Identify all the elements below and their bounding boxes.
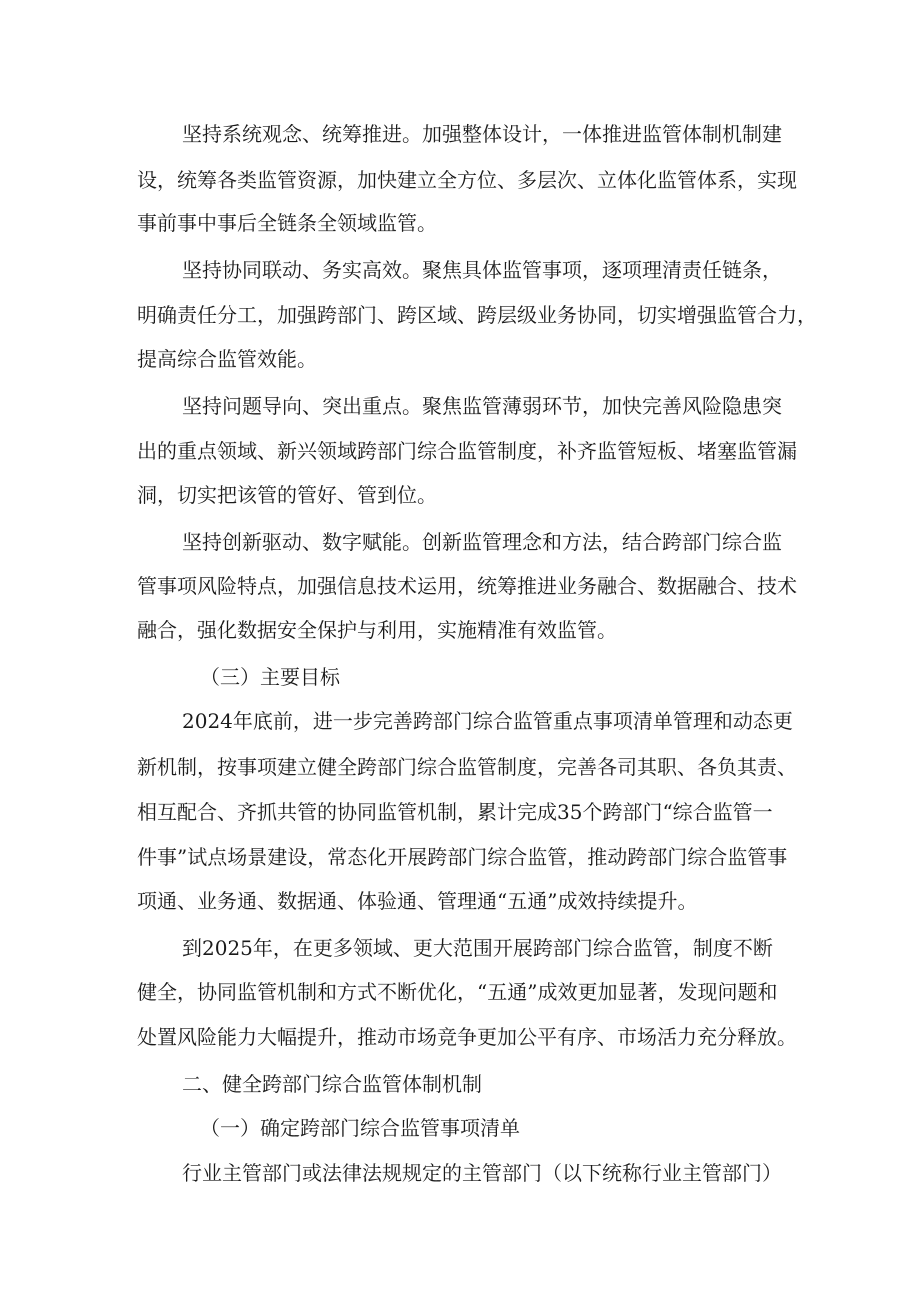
paragraph-line: 管事项风险特点，加强信息技术运用，统筹推进业务融合、数据融合、技术 [137,574,797,598]
paragraph-line: 坚持系统观念、统筹推进。加强整体设计，一体推进监管体制机制建 [182,122,782,146]
section-heading: （一）确定跨部门综合监管事项清单 [200,1116,520,1140]
paragraph-line: 事前事中事后全链条全领域监管。 [137,211,437,235]
paragraph-line: 洞，切实把该管的管好、管到位。 [137,483,437,507]
paragraph-line: 2024年底前，进一步完善跨部门综合监管重点事项清单管理和动态更 [182,709,793,733]
paragraph-line: 健全，协同监管机制和方式不断优化，“五通”成效更加显著，发现问题和 [137,980,778,1004]
paragraph-line: 出的重点领域、新兴领域跨部门综合监管制度，补齐监管短板、堵塞监管漏 [137,439,797,463]
section-heading: （三）主要目标 [200,665,340,689]
paragraph-line: 行业主管部门或法律法规规定的主管部门（以下统称行业主管部门） [182,1161,782,1185]
paragraph-line: 设，统筹各类监管资源，加快建立全方位、多层次、立体化监管体系，实现 [137,168,797,192]
paragraph-line: 坚持协同联动、务实高效。聚焦具体监管事项，逐项理清责任链条， [182,258,782,282]
paragraph-line: 项通、业务通、数据通、体验通、管理通“五通”成效持续提升。 [137,889,698,913]
paragraph-line: 坚持问题导向、突出重点。聚焦监管薄弱环节，加快完善风险隐患突 [182,394,782,418]
paragraph-line: 坚持创新驱动、数字赋能。创新监管理念和方法，结合跨部门综合监 [182,530,782,554]
paragraph-line: 提高综合监管效能。 [137,347,317,371]
paragraph-line: 处置风险能力大幅提升，推动市场竞争更加公平有序、市场活力充分释放。 [137,1025,797,1049]
paragraph-line: 明确责任分工，加强跨部门、跨区域、跨层级业务协同，切实增强监管合力， [137,303,817,327]
paragraph-line: 新机制，按事项建立健全跨部门综合监管制度，完善各司其职、各负其责、 [137,755,797,779]
section-heading: 二、健全跨部门综合监管体制机制 [182,1072,482,1096]
paragraph-line: 到2025年，在更多领域、更大范围开展跨部门综合监管，制度不断 [182,936,773,960]
paragraph-line: 相互配合、齐抓共管的协同监管机制，累计完成35个跨部门“综合监管一 [137,800,773,824]
paragraph-line: 件事”试点场景建设，常态化开展跨部门综合监管，推动跨部门综合监管事 [137,845,788,869]
paragraph-line: 融合，强化数据安全保护与利用，实施精准有效监管。 [137,618,617,642]
